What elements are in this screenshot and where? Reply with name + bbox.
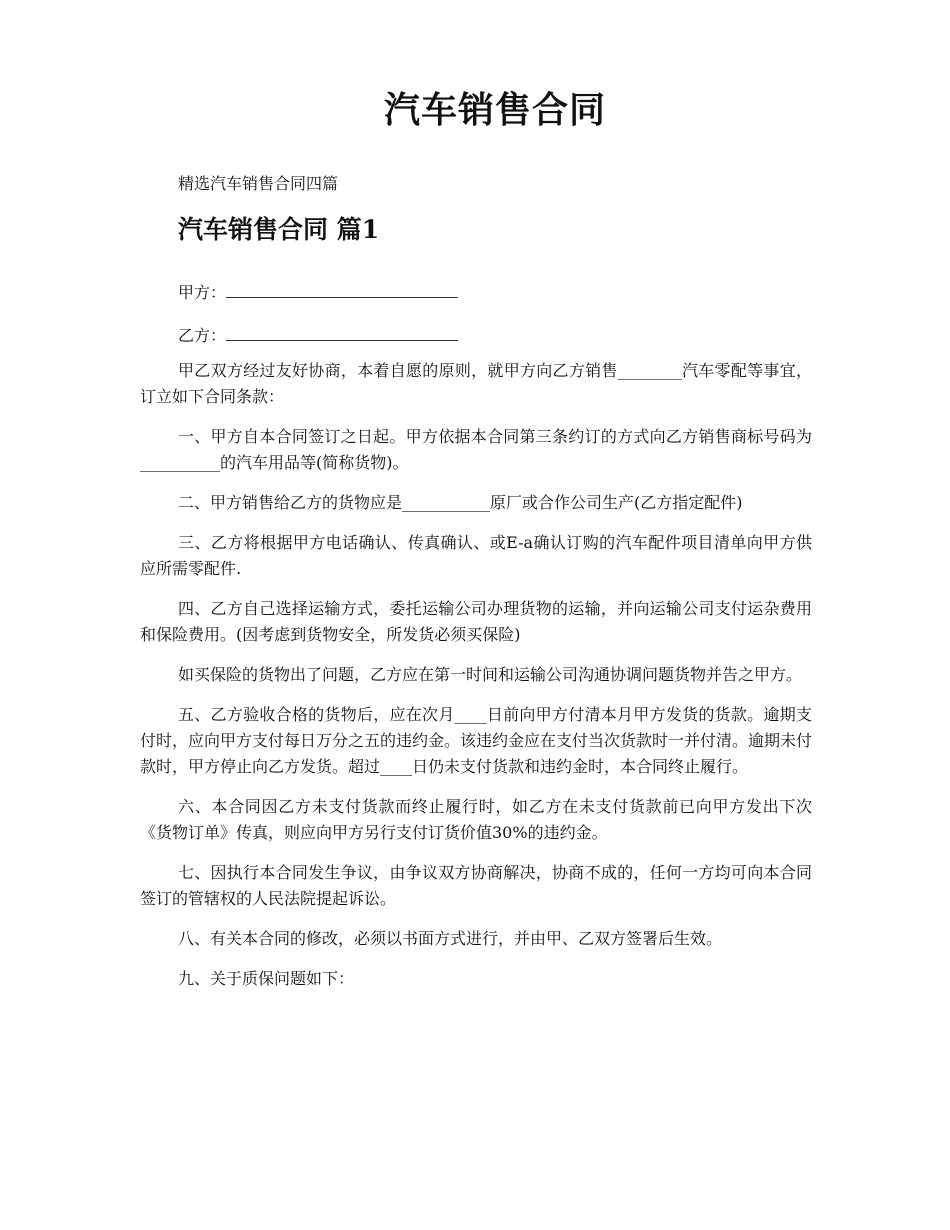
party-a-line [178, 280, 458, 303]
party-a-label: 甲方： [178, 283, 227, 302]
party-b-blank [226, 326, 458, 341]
paragraph: 五、乙方验收合格的货物后，应在次月____日前向甲方付清本月甲方发货的货款。逾期支付时，应向甲方支付每日万分之五的违约金。该违约金应在支付当次货款时一并付清。逾期未付款时，甲方停止向乙方发货。超过____日仍未支付货款和违约金时，本合同终止履行。 [140, 705, 813, 776]
paragraph: 一、甲方自本合同签订之日起。甲方依据本合同第三条约订的方式向乙方销售商标号码为__________的汽车用品等(简称货物)。 [140, 427, 812, 472]
paragraph: 二、甲方销售给乙方的货物应是___________原厂或合作公司生产(乙方指定配件) [178, 493, 743, 512]
party-a-blank [226, 283, 458, 298]
party-b-line [178, 323, 458, 346]
paragraph: 如买保险的货物出了问题，乙方应在第一时间和运输公司沟通协调问题货物并告之甲方。 [178, 665, 803, 684]
paragraph: 九、关于质保问题如下： [178, 969, 355, 988]
paragraph: 三、乙方将根据甲方电话确认、传真确认、或E-a确认订购的汽车配件项目清单向甲方供应所需零配件. [140, 533, 812, 578]
paragraph: 六、本合同因乙方未支付货款而终止履行时，如乙方在未支付货款前已向甲方发出下次《货物订单》传真，则应向甲方另行支付订货价值30%的违约金。 [140, 797, 812, 842]
paragraph: 七、因执行本合同发生争议，由争议双方协商解决，协商不成的，任何一方均可向本合同签订的管辖权的人民法院提起诉讼。 [140, 863, 812, 908]
document-title: 汽车销售合同 [383, 89, 606, 131]
party-b-label: 乙方： [178, 326, 227, 345]
section-title: 汽车销售合同 篇1 [178, 215, 380, 244]
paragraph: 甲乙双方经过友好协商，本着自愿的原则，就甲方向乙方销售________汽车零配等事宜，订立如下合同条款： [140, 361, 812, 406]
paragraph: 四、乙方自己选择运输方式，委托运输公司办理货物的运输，并向运输公司支付运杂费用和保险费用。(因考虑到货物安全，所发货必须买保险) [140, 599, 812, 644]
contract-body [140, 358, 812, 1006]
document-subtitle: 精选汽车销售合同四篇 [178, 174, 339, 193]
paragraph: 八、有关本合同的修改，必须以书面方式进行，并由甲、乙双方签署后生效。 [178, 929, 723, 948]
